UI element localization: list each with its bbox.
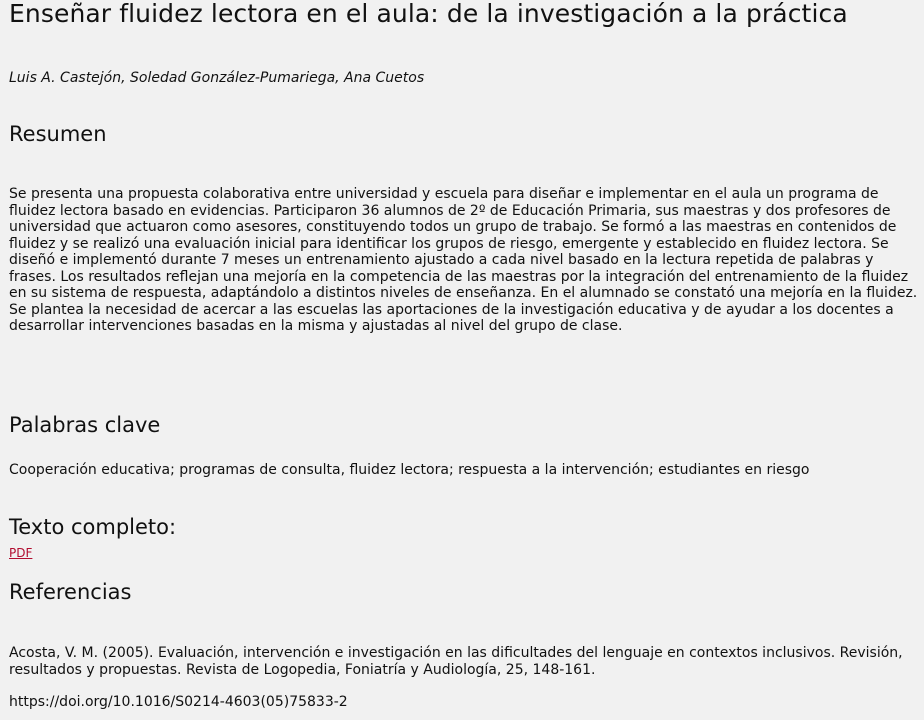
reference-item: Acosta, V. M. (2005). Evaluación, intervención e investigación en las dificultades del lenguaje en contextos inclusivos. Revisión, resultados y propuestas. Revista de Logopedia, Foniatría y Audiología, 25, 148-161.	[9, 645, 903, 678]
article-authors: Luis A. Castejón, Soledad González-Pumariega, Ana Cuetos	[9, 70, 425, 86]
keywords-text: Cooperación educativa; programas de consulta, fluidez lectora; respuesta a la intervención; estudiantes en riesgo	[9, 462, 810, 478]
article-title: Enseñar fluidez lectora en el aula: de la investigación a la práctica	[9, 0, 848, 28]
fulltext-heading: Texto completo:	[9, 515, 177, 539]
references-heading: Referencias	[9, 580, 132, 604]
keywords-heading: Palabras clave	[9, 413, 161, 437]
abstract-heading: Resumen	[9, 122, 107, 146]
pdf-link[interactable]: PDF	[9, 546, 33, 560]
reference-doi: https://doi.org/10.1016/S0214-4603(05)75833-2	[9, 694, 348, 710]
abstract-text: Se presenta una propuesta colaborativa entre universidad y escuela para diseñar e implementar en el aula un programa de fluidez lectora basado en evidencias. Participaron 36 alumnos de 2º de Educación Primaria, sus maestras y dos profesores de universidad que actuaron como asesores, constituyendo todos un grupo de trabajo. Se formó a las maestras en contenidos de fluidez y se realizó una evaluación inicial para identificar los grupos de riesgo, emergente y establecido en fluidez lectora. Se diseñó e implementó durante 7 meses un entrenamiento ajustado a cada nivel basado en la lectura repetida de palabras y frases. Los resultados reflejan una mejoría en la competencia de las maestras por la integración del entrenamiento de la fluidez en su sistema de respuesta, adaptándolo a distintos niveles de enseñanza. En el alumnado se constató una mejoría en la fluidez. Se plantea la necesidad de acercar a las escuelas las aportaciones de la investigación educativa y de ayudar a los docentes a desarrollar intervenciones basadas en la misma y ajustadas al nivel del grupo de clase.	[9, 186, 918, 334]
